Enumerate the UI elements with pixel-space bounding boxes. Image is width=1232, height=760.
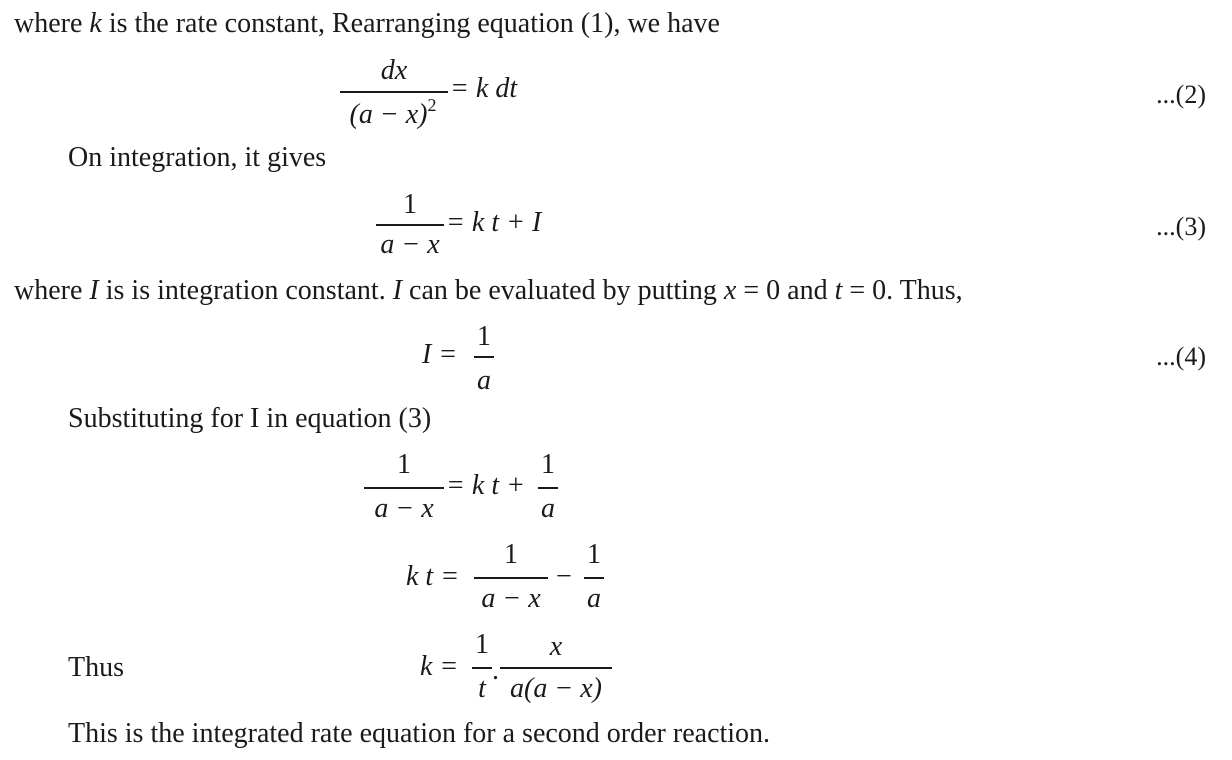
eq3-rhs: = k t + I <box>446 207 542 238</box>
eq2-den-base: (a − x) <box>349 99 428 130</box>
eq5-fraction-bar <box>364 487 444 489</box>
text-line-1 <box>14 8 720 40</box>
eq6-lhs: k t = <box>406 561 460 592</box>
text-segment: is the rate constant, Rearranging equation (1), we have <box>101 8 720 39</box>
eq5-denominator-2: a <box>541 493 555 524</box>
eq6-denominator-2: a <box>587 583 601 614</box>
text-line-3 <box>14 275 963 307</box>
text-segment: = 0 and <box>736 275 835 306</box>
eq4-denominator: a <box>477 365 491 396</box>
eq7-numerator: 1 <box>475 629 489 660</box>
eq4-fraction-bar <box>474 356 494 358</box>
eq6-minus: − <box>556 561 572 592</box>
eq7-fraction-bar <box>472 667 492 669</box>
text-segment: where <box>14 275 90 306</box>
eq2-denominator <box>338 95 448 130</box>
var-t: t <box>834 275 843 306</box>
eq6-denominator: a − x <box>481 583 541 614</box>
var-I: I <box>89 275 99 306</box>
eq7-dot: . <box>492 655 499 686</box>
text-line-2: On integration, it gives <box>68 142 327 173</box>
text-segment: can be evaluated by putting <box>402 275 724 306</box>
var-k: k <box>89 8 102 39</box>
text-segment: where <box>14 8 90 39</box>
text-segment: = 0. Thus, <box>842 275 963 306</box>
eq4-numerator: 1 <box>477 321 491 352</box>
var-x: x <box>723 275 737 306</box>
eq2-label: ...(2) <box>1156 80 1206 109</box>
var-I: I <box>392 275 403 306</box>
eq7-denominator-2: a(a − x) <box>510 673 602 704</box>
thus-label: Thus <box>68 652 124 683</box>
eq3-numerator: 1 <box>403 189 417 220</box>
eq7-fraction-bar-2 <box>500 667 612 669</box>
eq6-numerator-2: 1 <box>587 539 601 570</box>
eq6-numerator: 1 <box>504 539 518 570</box>
text-line-5: This is the integrated rate equation for a second order reaction. <box>68 718 771 749</box>
eq4-lhs: I = <box>422 339 458 370</box>
eq2-den-exponent: 2 <box>427 95 437 115</box>
eq7-denominator: t <box>478 673 486 704</box>
eq6-fraction-bar <box>474 577 548 579</box>
eq5-numerator: 1 <box>397 449 411 480</box>
eq4-label: ...(4) <box>1156 342 1206 371</box>
eq3-fraction-bar <box>376 224 444 226</box>
eq2-fraction-bar <box>340 91 448 93</box>
text-segment: is is integration constant. <box>98 275 393 306</box>
eq5-fraction-bar-2 <box>538 487 558 489</box>
eq5-denominator: a − x <box>374 493 434 524</box>
eq2-numerator: dx <box>380 55 408 86</box>
eq5-middle: = k t + <box>446 470 525 501</box>
eq6-fraction-bar-2 <box>584 577 604 579</box>
eq2-rhs: = k dt <box>450 73 518 104</box>
eq5-numerator-2: 1 <box>541 449 555 480</box>
text-line-4: Substituting for I in equation (3) <box>68 403 432 434</box>
eq7-numerator-2: x <box>549 631 563 662</box>
eq3-denominator: a − x <box>380 229 440 260</box>
eq3-label: ...(3) <box>1156 212 1206 241</box>
eq7-lhs: k = <box>420 651 459 682</box>
